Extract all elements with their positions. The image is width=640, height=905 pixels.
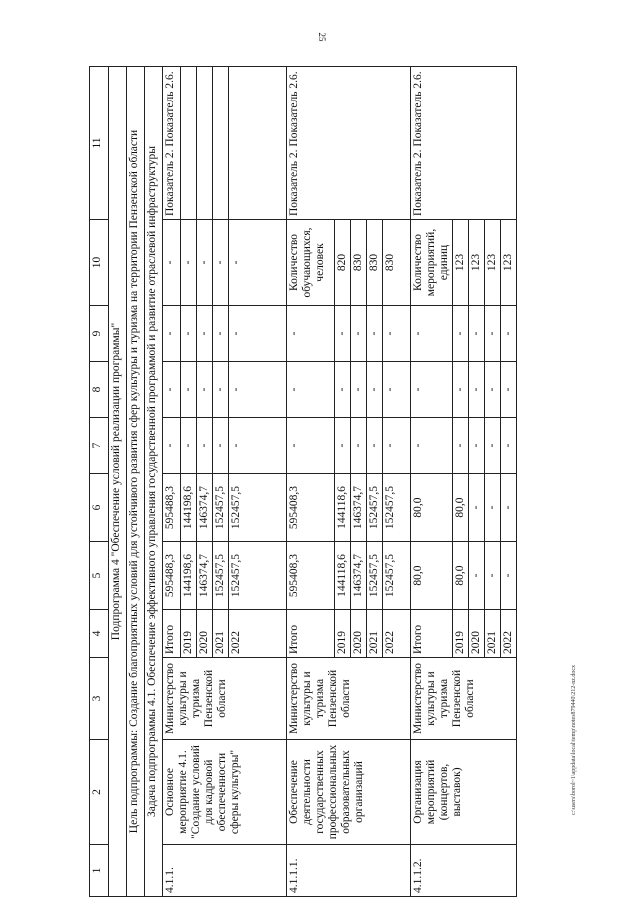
indicator-value-cell: - <box>229 220 287 306</box>
indicator-ref-cell: Показатель 2. Показатель 2.6. <box>411 67 517 220</box>
local-budget-cell: - <box>501 362 517 418</box>
indicator-value-cell: 820 <box>335 220 351 306</box>
federal-budget-cell: - <box>181 418 197 474</box>
federal-budget-cell: - <box>485 418 501 474</box>
year-cell: Итого <box>163 610 181 658</box>
indicator-value-cell: - <box>181 220 197 306</box>
col-header: 9 <box>90 306 109 362</box>
year-cell: 2020 <box>351 610 367 658</box>
federal-budget-cell: - <box>351 418 367 474</box>
extrabudget-cell: - <box>351 306 367 362</box>
regional-budget-cell: 152457,5 <box>367 474 383 542</box>
local-budget-cell: - <box>453 362 469 418</box>
total-amount-cell: 152457,5 <box>213 542 229 610</box>
subprogram-row <box>109 67 127 897</box>
indicator-name: Количество мероприятий, единиц <box>412 228 450 297</box>
indicator-value-cell: 123 <box>501 220 517 306</box>
extrabudget-cell: - <box>181 306 197 362</box>
local-budget-cell: - <box>335 362 351 418</box>
federal-budget-cell: - <box>411 418 453 474</box>
local-budget-cell: - <box>469 362 485 418</box>
activity-name-cell: Организация мероприятий (концертов, выставок) <box>411 740 517 845</box>
regional-budget-cell: 595408,3 <box>287 474 335 542</box>
extrabudget-cell: - <box>469 306 485 362</box>
extrabudget-cell: - <box>383 306 411 362</box>
col-header: 11 <box>90 67 109 220</box>
indicator-value-cell: - <box>213 220 229 306</box>
total-amount-cell: 144118,6 <box>335 542 351 610</box>
regional-budget-cell: 80,0 <box>453 474 469 542</box>
local-budget-cell: - <box>383 362 411 418</box>
local-budget-cell: - <box>197 362 213 418</box>
indicator-value-cell: 123 <box>469 220 485 306</box>
indicator-cell <box>287 220 335 306</box>
extrabudget-cell: - <box>411 306 453 362</box>
executor-cell: Министерство культуры и туризма Пензенской области <box>287 658 411 740</box>
year-cell: 2019 <box>181 610 197 658</box>
executor-cell: Министерство культуры и туризма Пензенской области <box>411 658 517 740</box>
regional-budget-cell: 595488,3 <box>163 474 181 542</box>
year-cell: Итого <box>411 610 453 658</box>
indicator-value-cell: - <box>163 220 181 306</box>
local-budget-cell: - <box>287 362 335 418</box>
executor-cell: Министерство культуры и туризма Пензенской области <box>163 658 287 740</box>
local-budget-cell: - <box>367 362 383 418</box>
regional-budget-cell: 144118,6 <box>335 474 351 542</box>
col-header: 8 <box>90 362 109 418</box>
regional-budget-cell: - <box>469 474 485 542</box>
page-number: 25 <box>317 32 327 42</box>
extrabudget-cell: - <box>367 306 383 362</box>
empty-cell <box>181 67 197 220</box>
regional-budget-cell: 152457,5 <box>383 474 411 542</box>
extrabudget-cell: - <box>197 306 213 362</box>
extrabudget-cell: - <box>453 306 469 362</box>
federal-budget-cell: - <box>501 418 517 474</box>
indicator-name: Количество обучающихся, человек <box>288 227 326 298</box>
row-number-cell: 4.1.1. <box>163 845 287 897</box>
col-header: 5 <box>90 542 109 610</box>
goal-row <box>127 67 145 897</box>
total-amount-cell: 146374,7 <box>351 542 367 610</box>
indicator-value-cell: 830 <box>383 220 411 306</box>
total-amount-cell: 144198,6 <box>181 542 197 610</box>
total-amount-cell: - <box>501 542 517 610</box>
federal-budget-cell: - <box>163 418 181 474</box>
total-amount-cell: 595488,3 <box>163 542 181 610</box>
regional-budget-cell: 144198,6 <box>181 474 197 542</box>
indicator-cell <box>411 220 453 306</box>
federal-budget-cell: - <box>383 418 411 474</box>
indicator-value-cell: 123 <box>453 220 469 306</box>
regional-budget-cell: - <box>485 474 501 542</box>
total-amount-cell: 80,0 <box>411 542 453 610</box>
row-number-cell: 4.1.1.2. <box>411 845 517 897</box>
local-budget-cell: - <box>213 362 229 418</box>
local-budget-cell: - <box>411 362 453 418</box>
indicator-value-cell: 830 <box>351 220 367 306</box>
table-row <box>287 67 335 897</box>
federal-budget-cell: - <box>469 418 485 474</box>
total-amount-cell: 80,0 <box>453 542 469 610</box>
extrabudget-cell: - <box>287 306 335 362</box>
federal-budget-cell: - <box>213 418 229 474</box>
extrabudget-cell: - <box>501 306 517 362</box>
year-cell: 2020 <box>197 610 213 658</box>
total-amount-cell: - <box>485 542 501 610</box>
extrabudget-cell: - <box>213 306 229 362</box>
indicator-value-cell: - <box>197 220 213 306</box>
year-cell: Итого <box>287 610 335 658</box>
total-amount-cell: 152457,5 <box>229 542 287 610</box>
federal-budget-cell: - <box>367 418 383 474</box>
regional-budget-cell: - <box>501 474 517 542</box>
year-cell: 2022 <box>383 610 411 658</box>
total-amount-cell: 152457,5 <box>367 542 383 610</box>
year-cell: 2022 <box>501 610 517 658</box>
federal-budget-cell: - <box>335 418 351 474</box>
col-header: 10 <box>90 220 109 306</box>
year-cell: 2022 <box>229 610 287 658</box>
extrabudget-cell: - <box>485 306 501 362</box>
task-row <box>145 67 163 897</box>
indicator-ref-cell: Показатель 2. Показатель 2.6. <box>163 67 181 220</box>
col-header: 2 <box>90 740 109 845</box>
col-header: 3 <box>90 658 109 740</box>
extrabudget-cell: - <box>229 306 287 362</box>
total-amount-cell: 595408,3 <box>287 542 335 610</box>
table-row <box>411 67 453 897</box>
program-table <box>89 66 517 897</box>
footer-path: c:\users\borol~1\appdata\local\temp\notes879440\212-nz.docx <box>571 664 577 816</box>
empty-cell <box>197 67 213 220</box>
subprogram-title: Подпрограмма 4 "Обеспечение условий реализации программы" <box>109 67 127 897</box>
local-budget-cell: - <box>485 362 501 418</box>
activity-name-cell: Основное мероприятие 4.1. "Создание условий для кадровой обеспеченности сферы культуры" <box>163 740 287 845</box>
federal-budget-cell: - <box>287 418 335 474</box>
col-header: 6 <box>90 474 109 542</box>
col-header: 1 <box>90 845 109 897</box>
table-row <box>163 67 181 897</box>
row-number-cell: 4.1.1.1. <box>287 845 411 897</box>
year-cell: 2019 <box>335 610 351 658</box>
empty-cell <box>229 67 287 220</box>
local-budget-cell: - <box>163 362 181 418</box>
federal-budget-cell: - <box>453 418 469 474</box>
total-amount-cell: 152457,5 <box>383 542 411 610</box>
extrabudget-cell: - <box>163 306 181 362</box>
total-amount-cell: - <box>469 542 485 610</box>
rotated-table-wrapper <box>89 67 519 897</box>
indicator-value-cell: 830 <box>367 220 383 306</box>
local-budget-cell: - <box>351 362 367 418</box>
year-cell: 2021 <box>485 610 501 658</box>
col-header: 4 <box>90 610 109 658</box>
federal-budget-cell: - <box>229 418 287 474</box>
regional-budget-cell: 152457,5 <box>229 474 287 542</box>
year-cell: 2020 <box>469 610 485 658</box>
regional-budget-cell: 152457,5 <box>213 474 229 542</box>
federal-budget-cell: - <box>197 418 213 474</box>
year-cell: 2021 <box>367 610 383 658</box>
regional-budget-cell: 80,0 <box>411 474 453 542</box>
regional-budget-cell: 146374,7 <box>351 474 367 542</box>
year-cell: 2019 <box>453 610 469 658</box>
extrabudget-cell: - <box>335 306 351 362</box>
column-number-row <box>90 67 109 897</box>
local-budget-cell: - <box>229 362 287 418</box>
task-text: Задача подпрограммы 4.1. Обеспечение эффективного управления государственной программой и развитие отраслевой инфраструктуры <box>145 67 163 897</box>
goal-text: Цель подпрограммы: Создание благоприятных условий для устойчивого развития сфер культуры и туризма на территории Пензенской области <box>127 67 145 897</box>
col-header: 7 <box>90 418 109 474</box>
indicator-value-cell: 123 <box>485 220 501 306</box>
indicator-ref-cell: Показатель 2. Показатель 2.6. <box>287 67 411 220</box>
empty-cell <box>213 67 229 220</box>
year-cell: 2021 <box>213 610 229 658</box>
activity-name-cell: Обеспечение деятельности государственных профессиональных образовательных организаций <box>287 740 411 845</box>
regional-budget-cell: 146374,7 <box>197 474 213 542</box>
local-budget-cell: - <box>181 362 197 418</box>
total-amount-cell: 146374,7 <box>197 542 213 610</box>
